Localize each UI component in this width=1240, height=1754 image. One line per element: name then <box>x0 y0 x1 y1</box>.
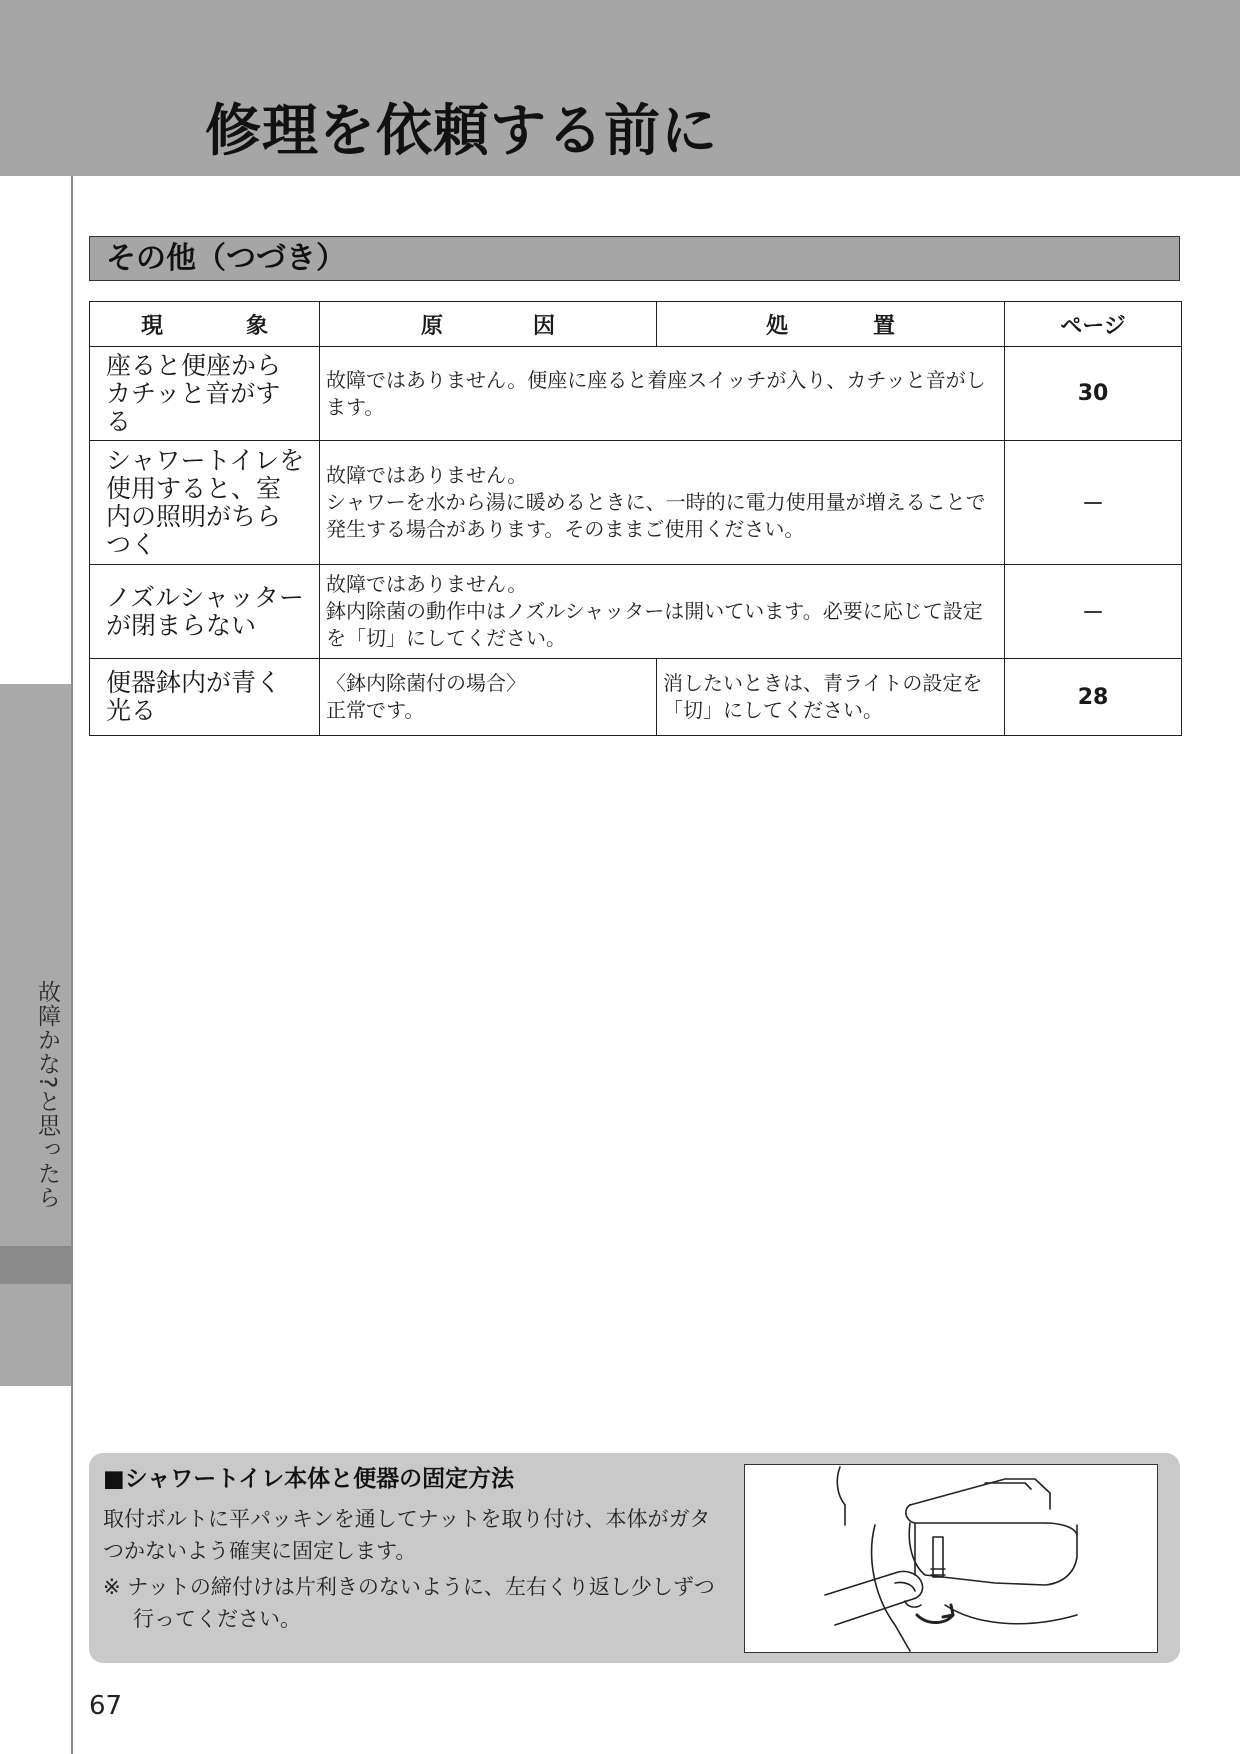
info-box-note: ※ ナットの締付けは片利きのないように、左右くり返し少しずつ行ってください。 <box>103 1575 715 1631</box>
section-bar <box>89 236 1180 281</box>
side-tab-marker <box>0 1246 71 1284</box>
symptom-cell: 座ると便座からカチッと音がする <box>90 347 320 441</box>
page-ref-cell: － <box>1005 441 1182 565</box>
header-page: ページ <box>1005 302 1182 347</box>
toilet-seat-drawing <box>745 1465 1157 1652</box>
page-ref-cell: 30 <box>1005 347 1182 441</box>
page-ref-cell: 28 <box>1005 659 1182 736</box>
remedy-cell: 消したいときは、青ライトの設定を「切」にしてください。 <box>657 659 1005 736</box>
header-cause: 原 因 <box>320 302 657 347</box>
cause-cell: 〈鉢内除菌付の場合〉 正常です。 <box>320 659 657 736</box>
side-tab-label: 故障かな?と思ったら <box>34 980 60 1210</box>
toilet-fixing-illustration <box>744 1464 1158 1653</box>
info-box-body: 取付ボルトに平パッキンを通してナットを取り付け、本体がガタつかないよう確実に固定します。 <box>103 1507 711 1563</box>
info-box-title: ■シャワートイレ本体と便器の固定方法 <box>103 1466 515 1492</box>
left-margin-rule <box>71 176 73 1754</box>
table-row <box>90 441 1182 565</box>
cause-remedy-cell: 故障ではありません。便座に座ると着座スイッチが入り、カチッと音がします。 <box>320 347 1005 441</box>
cause-remedy-cell: 故障ではありません。 鉢内除菌の動作中はノズルシャッターは開いています。必要に応じて設定を「切」にしてください。 <box>320 565 1005 659</box>
table-row <box>90 659 1182 736</box>
section-title: その他（つづき） <box>106 241 346 276</box>
table-row <box>90 347 1182 441</box>
header-remedy: 処 置 <box>657 302 1005 347</box>
header-symptom: 現 象 <box>90 302 320 347</box>
page-number: 67 <box>89 1691 123 1721</box>
info-box <box>89 1453 1180 1663</box>
table-row <box>90 565 1182 659</box>
table-header-row <box>90 302 1182 347</box>
symptom-cell: シャワートイレを使用すると、室内の照明がちらつく <box>90 441 320 565</box>
symptom-cell: ノズルシャッターが閉まらない <box>90 565 320 659</box>
troubleshooting-table <box>89 301 1182 736</box>
page-title: 修理を依頼する前に <box>205 99 718 164</box>
symptom-cell: 便器鉢内が青く光る <box>90 659 320 736</box>
page-ref-cell: － <box>1005 565 1182 659</box>
cause-remedy-cell: 故障ではありません。 シャワーを水から湯に暖めるときに、一時的に電力使用量が増えることで発生する場合があります。そのままご使用ください。 <box>320 441 1005 565</box>
